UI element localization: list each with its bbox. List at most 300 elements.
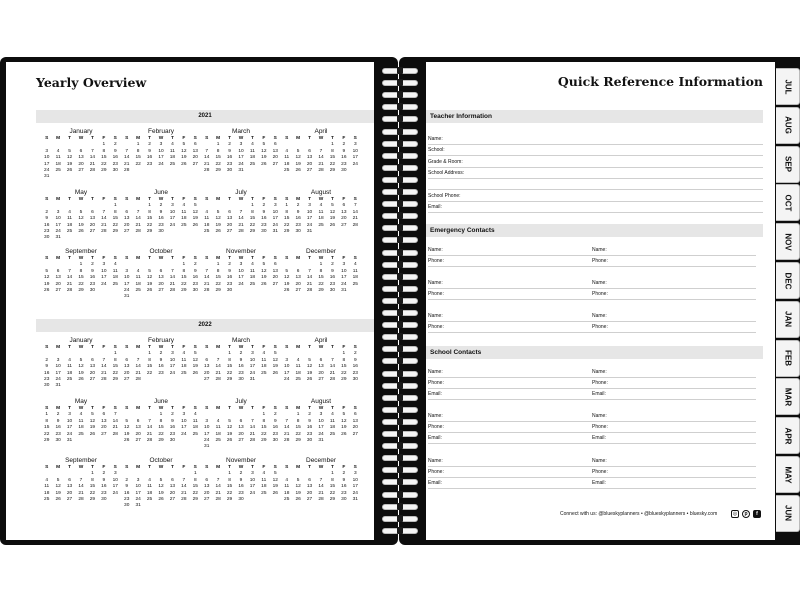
weekday-header: S	[353, 465, 357, 470]
day-number: 26	[146, 287, 153, 293]
school-email-field[interactable]: Email:	[592, 478, 756, 489]
day-number: 27	[238, 437, 244, 443]
day-number: 22	[78, 281, 84, 287]
weekday-header: W	[78, 197, 84, 202]
day-number: 24	[55, 376, 61, 382]
day-number: 11	[181, 209, 187, 215]
day-number: 3	[171, 203, 174, 209]
day-number: 9	[125, 484, 129, 490]
day-number: 24	[284, 376, 290, 382]
month-2022-february	[121, 337, 201, 383]
day-number: 29	[249, 228, 256, 234]
tab-mar[interactable]	[776, 378, 800, 415]
day-number: 22	[329, 490, 336, 496]
emergency-phone-field[interactable]: Phone:	[428, 322, 592, 333]
day-number: 9	[342, 477, 346, 483]
day-number: 20	[158, 281, 164, 287]
weekday-header: S	[45, 256, 49, 261]
weekday-header: W	[78, 256, 84, 261]
weekday-header: T	[228, 197, 232, 202]
spiral-ring	[382, 250, 418, 256]
tab-dec[interactable]	[776, 262, 800, 299]
day-number: 28	[204, 287, 210, 293]
day-number: 8	[285, 209, 289, 215]
school-contacts-heading: School Contacts	[426, 346, 763, 359]
emergency-phone-field[interactable]: Phone:	[592, 256, 756, 267]
weekday-header: T	[228, 465, 232, 470]
day-number: 18	[169, 155, 176, 161]
day-number: 5	[56, 477, 60, 483]
emergency-name-field[interactable]: Name:	[592, 278, 756, 289]
day-number: 14	[306, 275, 313, 281]
day-number: 22	[112, 370, 118, 376]
day-number: 20	[226, 222, 233, 228]
month-2022-august	[281, 398, 361, 444]
school-email-field[interactable]: Email:	[592, 433, 756, 444]
day-number: 28	[89, 167, 96, 173]
day-number: 22	[89, 490, 96, 496]
day-number: 15	[329, 155, 336, 161]
school-phone-field[interactable]: Phone:	[592, 467, 756, 478]
tab-aug[interactable]	[776, 107, 800, 144]
school-name-field[interactable]: Name:	[592, 456, 756, 467]
day-number: 7	[319, 148, 323, 154]
day-number: 12	[192, 209, 198, 215]
weekday-header: M	[216, 197, 221, 202]
day-number: 30	[169, 437, 176, 443]
day-number: 19	[272, 484, 278, 490]
tab-sep[interactable]	[776, 146, 800, 183]
day-number: 2	[159, 203, 163, 209]
weekday-header: S	[113, 465, 117, 470]
day-number: 13	[306, 484, 313, 490]
day-number: 26	[192, 370, 198, 376]
tab-nov[interactable]	[776, 223, 800, 260]
weekday-header: S	[273, 136, 277, 141]
day-number: 20	[341, 216, 347, 222]
day-number: 10	[44, 155, 50, 161]
day-number: 8	[113, 209, 117, 215]
day-number: 30	[192, 287, 198, 293]
emergency-name-field[interactable]: Name:	[592, 311, 756, 322]
day-number: 21	[352, 216, 358, 222]
day-number: 24	[169, 370, 176, 376]
day-grid	[121, 197, 201, 235]
day-number: 6	[159, 268, 163, 274]
day-number: 31	[66, 437, 73, 443]
day-number: 23	[89, 281, 96, 287]
day-number: 12	[78, 216, 84, 222]
weekday-header: T	[308, 406, 312, 411]
day-number: 18	[352, 275, 358, 281]
footer-connect-text: Connect with us: @blueskyplanners • @blueskyplanners • bluesky.com	[560, 511, 718, 517]
teacher-field[interactable]: School Address:	[428, 168, 763, 179]
weekday-header: S	[285, 345, 289, 350]
spiral-ring	[382, 492, 418, 498]
day-number: 12	[44, 275, 50, 281]
day-number: 27	[306, 496, 313, 502]
emergency-name-field[interactable]: Name:	[428, 311, 592, 322]
tab-label: DEC	[783, 272, 792, 289]
teacher-field[interactable]: Name:	[428, 134, 763, 145]
weekday-header: S	[125, 197, 129, 202]
teacher-field[interactable]	[428, 179, 763, 190]
day-number: 31	[44, 174, 50, 180]
spiral-ring	[382, 92, 418, 98]
day-number: 30	[89, 287, 96, 293]
day-number: 26	[192, 222, 198, 228]
day-number: 13	[204, 364, 210, 370]
day-number: 11	[215, 425, 221, 431]
school-name-field[interactable]: Name:	[592, 411, 756, 422]
day-number: 9	[342, 148, 346, 154]
day-number: 3	[182, 412, 186, 418]
day-number: 7	[182, 477, 186, 483]
day-number: 28	[238, 228, 244, 234]
day-number: 23	[295, 222, 301, 228]
day-number: 17	[44, 161, 50, 167]
tab-label: JAN	[783, 311, 792, 328]
school-phone-field[interactable]: Phone:	[592, 422, 756, 433]
day-number: 30	[341, 167, 347, 173]
instagram-icon[interactable]: ◎	[732, 511, 738, 517]
day-number: 6	[205, 477, 209, 483]
weekday-header: T	[68, 406, 72, 411]
school-email-field[interactable]: Email:	[428, 433, 592, 444]
day-number: 16	[112, 155, 118, 161]
weekday-header: T	[250, 197, 254, 202]
month-2021-november	[201, 248, 281, 294]
tab-jan[interactable]	[776, 301, 800, 338]
tab-oct[interactable]	[776, 184, 800, 221]
day-grid	[281, 197, 361, 235]
day-number: 17	[169, 216, 176, 222]
emergency-phone-field[interactable]: Phone:	[592, 322, 756, 333]
school-name-field[interactable]: Name:	[428, 411, 592, 422]
spiral-ring	[382, 419, 418, 425]
day-number: 15	[112, 216, 118, 222]
day-number: 29	[261, 437, 267, 443]
weekday-header: S	[285, 465, 289, 470]
day-number: 23	[101, 490, 107, 496]
day-number: 4	[285, 148, 289, 154]
emergency-phone-field[interactable]: Phone:	[428, 289, 592, 300]
day-number: 9	[159, 357, 163, 363]
weekday-header: F	[342, 465, 346, 470]
day-number: 19	[215, 222, 221, 228]
day-number: 21	[101, 370, 107, 376]
teacher-field[interactable]: School Phone:	[428, 191, 763, 202]
spiral-ring	[382, 177, 418, 183]
weekday-header: M	[216, 256, 221, 261]
day-number: 13	[158, 275, 164, 281]
month-2022-june	[121, 398, 201, 444]
day-number: 28	[204, 167, 210, 173]
day-number: 16	[341, 484, 347, 490]
spiral-ring	[382, 225, 418, 231]
weekday-header: M	[56, 136, 61, 141]
day-number: 15	[135, 155, 141, 161]
spiral-ring	[382, 407, 418, 413]
school-email-field[interactable]: Email:	[428, 389, 592, 400]
pinterest-icon[interactable]: p	[742, 510, 750, 518]
day-number: 6	[205, 357, 209, 363]
day-grid	[121, 406, 201, 444]
day-number: 29	[112, 376, 118, 382]
day-number: 22	[158, 431, 164, 437]
day-number: 7	[216, 357, 220, 363]
day-number: 17	[352, 155, 358, 161]
tab-may[interactable]	[776, 456, 800, 493]
month-2021-august	[281, 189, 361, 235]
facebook-icon[interactable]: f	[753, 510, 761, 518]
day-number: 16	[329, 275, 336, 281]
day-number: 18	[181, 364, 187, 370]
day-number: 19	[226, 431, 233, 437]
day-number: 19	[78, 222, 84, 228]
day-number: 25	[135, 287, 141, 293]
day-number: 2	[159, 351, 163, 357]
day-number: 29	[181, 287, 187, 293]
day-number: 5	[273, 351, 277, 357]
day-number: 30	[272, 437, 278, 443]
day-number: 24	[55, 228, 61, 234]
day-number: 1	[296, 412, 300, 418]
weekday-header: M	[56, 197, 61, 202]
day-number: 21	[66, 281, 73, 287]
day-number: 22	[295, 431, 301, 437]
day-number: 22	[341, 370, 347, 376]
weekday-header: M	[56, 406, 61, 411]
day-grid	[201, 136, 281, 174]
day-number: 29	[158, 437, 164, 443]
year-bar-2021: 2021	[36, 110, 374, 123]
day-number: 15	[89, 484, 96, 490]
day-number: 17	[284, 370, 290, 376]
day-number: 8	[182, 268, 186, 274]
day-number: 30	[295, 228, 301, 234]
day-number: 17	[238, 275, 244, 281]
day-number: 11	[284, 155, 290, 161]
day-number: 30	[352, 376, 358, 382]
day-number: 13	[226, 216, 233, 222]
day-number: 26	[215, 228, 221, 234]
day-number: 1	[285, 203, 289, 209]
day-number: 3	[56, 209, 60, 215]
day-number: 25	[66, 376, 73, 382]
day-number: 12	[272, 477, 278, 483]
day-number: 18	[249, 275, 256, 281]
day-number: 10	[238, 148, 244, 154]
day-number: 5	[331, 203, 334, 209]
day-number: 12	[55, 484, 61, 490]
day-number: 20	[89, 222, 96, 228]
day-number: 17	[124, 281, 130, 287]
day-number: 6	[56, 268, 60, 274]
spiral-ring	[382, 371, 418, 377]
day-grid	[281, 465, 361, 503]
day-number: 22	[181, 281, 187, 287]
teacher-field[interactable]: Email:	[428, 202, 763, 213]
spiral-ring	[382, 310, 418, 316]
day-number: 28	[329, 376, 336, 382]
day-number: 15	[261, 425, 267, 431]
day-number: 18	[146, 490, 153, 496]
month-name: January	[69, 337, 93, 344]
day-number: 4	[148, 477, 151, 483]
day-number: 29	[112, 228, 118, 234]
weekday-header: F	[182, 197, 186, 202]
spiral-ring	[382, 346, 418, 352]
day-number: 21	[204, 161, 210, 167]
day-number: 30	[226, 287, 233, 293]
teacher-field[interactable]: Grade & Room:	[428, 157, 763, 168]
weekday-header: W	[318, 197, 324, 202]
day-number: 9	[239, 357, 243, 363]
tab-jun[interactable]	[776, 495, 800, 532]
emergency-name-field[interactable]: Name:	[592, 245, 756, 256]
spiral-ring	[382, 141, 418, 147]
day-number: 18	[78, 425, 84, 431]
tab-label: APR	[783, 427, 792, 445]
spiral-ring	[382, 431, 418, 437]
day-number: 30	[341, 496, 347, 502]
day-number: 25	[181, 222, 187, 228]
day-number: 28	[181, 496, 187, 502]
day-number: 17	[181, 425, 187, 431]
day-number: 13	[169, 484, 176, 490]
month-2021-september	[41, 248, 121, 294]
day-number: 18	[284, 490, 290, 496]
school-email-field[interactable]: Email:	[592, 389, 756, 400]
school-name-field[interactable]: Name:	[428, 456, 592, 467]
school-name-field[interactable]: Name:	[592, 367, 756, 378]
day-number: 22	[112, 222, 118, 228]
day-number: 4	[136, 268, 140, 274]
day-number: 13	[89, 364, 96, 370]
day-number: 9	[239, 477, 243, 483]
weekday-header: W	[318, 136, 324, 141]
day-number: 9	[159, 209, 163, 215]
day-grid	[41, 345, 121, 390]
day-number: 1	[79, 262, 83, 268]
day-number: 23	[352, 370, 358, 376]
spiral-ring	[382, 298, 418, 304]
emergency-name-field[interactable]: Name:	[428, 278, 592, 289]
day-number: 23	[238, 490, 244, 496]
day-number: 9	[228, 148, 231, 154]
day-number: 4	[251, 142, 254, 148]
weekday-header: T	[148, 406, 152, 411]
emergency-phone-field[interactable]: Phone:	[592, 289, 756, 300]
day-number: 30	[261, 228, 267, 234]
tab-jul[interactable]	[776, 68, 800, 105]
day-number: 3	[273, 203, 277, 209]
day-number: 3	[45, 148, 49, 154]
day-number: 7	[319, 477, 323, 483]
emergency-phone-field[interactable]: Phone:	[428, 256, 592, 267]
day-number: 14	[101, 216, 107, 222]
tab-apr[interactable]	[776, 417, 800, 454]
weekday-header: S	[205, 465, 209, 470]
yearly-overview-page	[6, 62, 374, 540]
school-phone-field[interactable]: Phone:	[428, 467, 592, 478]
day-number: 24	[249, 490, 256, 496]
day-number: 2	[342, 142, 346, 148]
teacher-field[interactable]: School:	[428, 145, 763, 156]
day-number: 29	[101, 167, 107, 173]
tab-feb[interactable]	[776, 340, 800, 377]
day-number: 27	[158, 287, 164, 293]
school-email-field[interactable]: Email:	[428, 478, 592, 489]
weekday-header: S	[353, 197, 357, 202]
day-number: 24	[341, 281, 347, 287]
day-number: 29	[284, 228, 290, 234]
day-number: 19	[341, 425, 347, 431]
day-number: 26	[89, 431, 96, 437]
month-name: October	[149, 248, 173, 255]
school-phone-field[interactable]: Phone:	[592, 378, 756, 389]
day-number: 16	[169, 425, 176, 431]
day-number: 14	[318, 155, 324, 161]
spiral-ring	[382, 443, 418, 449]
emergency-name-field[interactable]: Name:	[428, 245, 592, 256]
day-number: 26	[306, 376, 313, 382]
tab-label: JUN	[783, 505, 792, 522]
day-number: 4	[182, 203, 186, 209]
day-number: 24	[352, 490, 358, 496]
day-number: 17	[55, 222, 61, 228]
day-number: 12	[89, 418, 96, 424]
day-number: 12	[181, 148, 187, 154]
day-number: 25	[192, 431, 198, 437]
weekday-header: F	[102, 406, 106, 411]
day-number: 25	[249, 161, 256, 167]
day-number: 9	[296, 209, 300, 215]
weekday-header: T	[250, 256, 254, 261]
day-grid	[281, 345, 361, 383]
day-number: 20	[306, 161, 313, 167]
day-number: 7	[216, 477, 220, 483]
school-phone-field[interactable]: Phone:	[428, 422, 592, 433]
day-number: 12	[329, 209, 336, 215]
day-number: 19	[55, 490, 61, 496]
weekday-header: T	[228, 345, 232, 350]
day-number: 3	[353, 142, 357, 148]
day-number: 13	[66, 484, 73, 490]
day-number: 14	[204, 275, 210, 281]
weekday-header: M	[56, 256, 61, 261]
day-number: 6	[125, 209, 129, 215]
day-number: 12	[295, 484, 301, 490]
day-grid	[281, 406, 361, 444]
day-number: 10	[181, 418, 187, 424]
day-number: 3	[205, 418, 209, 424]
weekday-header: T	[308, 465, 312, 470]
day-number: 26	[66, 167, 73, 173]
school-name-field[interactable]: Name:	[428, 367, 592, 378]
day-number: 28	[249, 437, 256, 443]
day-number: 24	[238, 281, 244, 287]
school-phone-field[interactable]: Phone:	[428, 378, 592, 389]
weekday-header: S	[273, 345, 277, 350]
day-number: 24	[135, 496, 141, 502]
day-number: 26	[329, 222, 336, 228]
weekday-header: T	[170, 406, 174, 411]
day-number: 18	[55, 161, 61, 167]
weekday-header: S	[193, 345, 197, 350]
spiral-ring	[382, 116, 418, 122]
